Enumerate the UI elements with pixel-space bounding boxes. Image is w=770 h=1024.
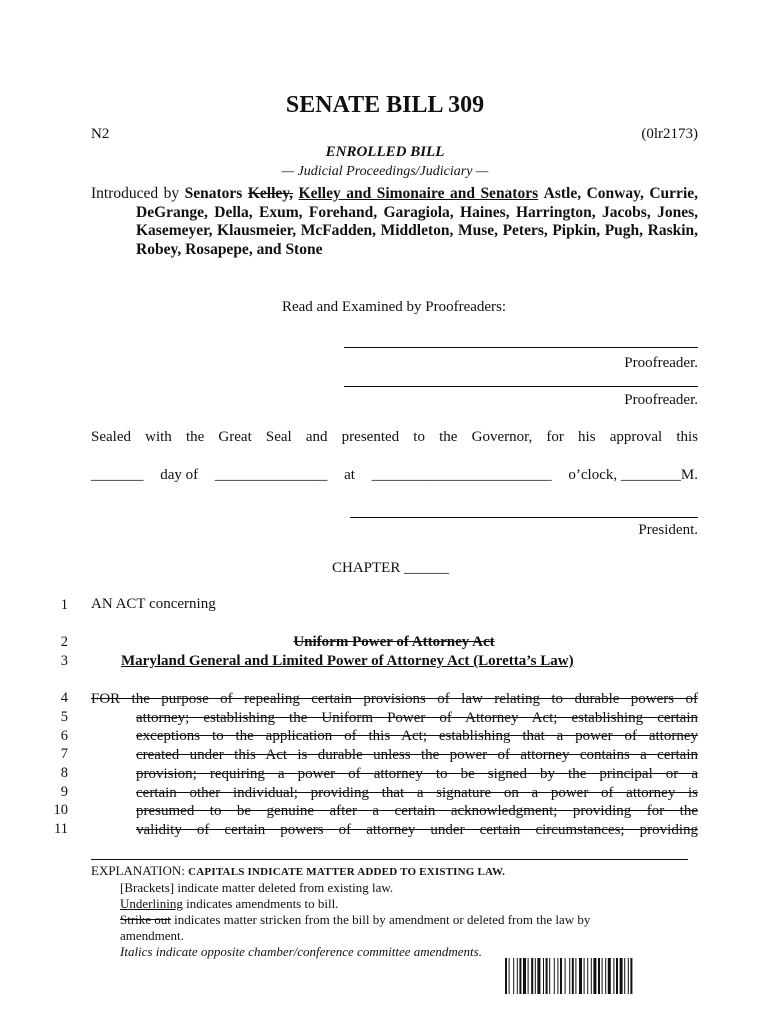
struck-sponsor: Kelley, [247, 185, 294, 202]
line-number: 6 [60, 728, 68, 744]
barcode-bar [605, 958, 606, 994]
barcode-bar [572, 958, 574, 994]
purpose-line: FOR the purpose of repealing certain provisions of law relating to durable powers of [91, 691, 698, 707]
barcode-bar [598, 958, 600, 994]
explanation-strike-cont: amendment. [120, 928, 184, 943]
barcode-bar [554, 958, 555, 994]
underlining-text: indicates amendments to bill. [186, 896, 339, 911]
proofreader-label-2: Proofreader. [624, 392, 698, 408]
barcode-bar [531, 958, 533, 994]
brackets-word: [Brackets] [120, 880, 175, 895]
barcode-bar [575, 958, 576, 994]
bill-title: SENATE BILL 309 [285, 92, 485, 118]
month-blank: _______________ [214, 467, 328, 483]
at-word: at [344, 467, 355, 483]
introduced-lead: Introduced by [91, 185, 180, 202]
enrolled-label: ENROLLED BILL [325, 144, 445, 160]
barcode-bar [509, 958, 510, 994]
proofreaders-heading: Read and Examined by Proofreaders: [281, 299, 507, 315]
barcode-bar [584, 958, 585, 994]
barcode-bar [628, 958, 629, 994]
proofreader-signature-line-1 [344, 347, 698, 348]
barcode-bar [613, 958, 614, 994]
barcode-bar [565, 958, 566, 994]
barcode-icon [505, 958, 691, 994]
explanation-italics: Italics indicate opposite chamber/conference committee amendments. [120, 944, 482, 959]
explanation-underlining [91, 896, 671, 912]
barcode-bar [593, 958, 596, 994]
barcode-bar [560, 958, 562, 994]
introduced-line-1 [91, 185, 698, 260]
line-number: 10 [53, 802, 68, 818]
president-signature-line [350, 517, 698, 518]
line-number: 1 [60, 597, 68, 613]
added-sponsors: Kelley and Simonaire and Senators [298, 185, 539, 202]
purpose-line: presumed to be genuine after a certain acknowledgment; providing for the [136, 803, 698, 820]
barcode-bar [630, 958, 632, 994]
barcode-bar [620, 958, 623, 994]
act-concerning: AN ACT concerning [91, 596, 216, 612]
barcode-bar [546, 958, 548, 994]
line-number: 11 [54, 821, 68, 837]
barcode-bar [569, 958, 570, 994]
explanation-brackets [91, 880, 671, 896]
barcode-bar [543, 958, 544, 994]
president-label: President. [638, 522, 698, 538]
line-number: 3 [60, 653, 68, 669]
barcode-bar [537, 958, 540, 994]
barcode-bar [535, 958, 536, 994]
bill-code-left: N2 [91, 126, 110, 142]
barcode-bar [519, 958, 521, 994]
barcode-bar [602, 958, 603, 994]
line-number: 5 [60, 709, 68, 725]
line-number: 8 [60, 765, 68, 781]
strike-word: Strike out [120, 912, 171, 927]
sponsors-line-5: Stone [285, 241, 323, 259]
committee-label: — Judicial Proceedings/Judiciary — [281, 164, 489, 179]
introduced-by [91, 185, 698, 260]
barcode-bar [513, 958, 514, 994]
purpose-line: validity of certain powers of attorney under certain circumstances; providing [136, 821, 698, 838]
explanation-divider [91, 859, 688, 860]
line-number: 7 [60, 746, 68, 762]
barcode-bar [557, 958, 558, 994]
sponsors-line-3: Harrington, Jacobs, Jones, Kasemeyer, Klausmeier, McFadden, [136, 203, 698, 240]
new-title [121, 653, 574, 670]
barcode-bar [528, 958, 529, 994]
underlining-word: Underlining [120, 896, 183, 911]
proofreader-signature-line-2 [344, 386, 698, 387]
day-of: day of [160, 467, 199, 483]
barcode-bar [549, 958, 550, 994]
explanation-strike [91, 912, 671, 928]
brackets-text: indicate matter deleted from existing law. [177, 880, 394, 895]
old-title-text: Uniform Power of Attorney Act [293, 634, 495, 650]
chapter-label: CHAPTER ______ [332, 560, 450, 576]
day-blank: _______ [91, 467, 144, 483]
barcode-bar [616, 958, 618, 994]
sponsors-line-2: Conway, Currie, DeGrange, Della, Exum, Forehand, Garagiola, Haines, [136, 185, 699, 221]
purpose-paragraph [91, 690, 698, 840]
purpose-line: created under this Act is durable unless the power of attorney contains a certain [136, 747, 698, 764]
purpose-line: exceptions to the application of this Act; establishing that a power of attorney [136, 728, 698, 745]
barcode-bar [505, 958, 507, 994]
new-title-text: Maryland General and Limited Power of Attorney Act (Loretta’s Law) [121, 653, 574, 669]
line-number: 9 [60, 784, 68, 800]
barcode-bar [608, 958, 611, 994]
barcode-bar [587, 958, 588, 994]
approval-date-line [91, 467, 698, 484]
barcode-bar [517, 958, 518, 994]
barcode-bar [624, 958, 625, 994]
explanation-capitals: CAPITALS INDICATE MATTER ADDED TO EXISTING LAW. [188, 866, 506, 878]
barcode-bar [523, 958, 526, 994]
oclock: o’clock, ________M. [568, 467, 698, 483]
purpose-line: certain other individual; providing that a signature on a power of attorney is [136, 784, 698, 801]
old-title [0, 634, 770, 651]
proofreader-label-1: Proofreader. [624, 355, 698, 371]
time-blank: ________________________ [371, 467, 552, 483]
explanation-block [91, 863, 671, 960]
line-number: 4 [60, 690, 68, 706]
senators-word: Senators [184, 185, 243, 202]
line-number: 2 [60, 634, 68, 650]
strike-text: indicates matter stricken from the bill by amendment or deleted from the law by [174, 912, 591, 927]
sealed-statement: Sealed with the Great Seal and presented to the Governor, for his approval this [91, 429, 698, 445]
explanation-label: EXPLANATION: [91, 863, 185, 878]
sponsors-line-4: Middleton, Muse, Peters, Pipkin, Pugh, Raskin, Robey, Rosapepe, and [136, 222, 699, 259]
bill-code-right: (0lr2173) [641, 126, 698, 142]
barcode-bar [579, 958, 582, 994]
purpose-line: provision; requiring a power of attorney to be signed by the principal or a [136, 765, 698, 782]
barcode-bar [591, 958, 592, 994]
sponsor-astle: Astle, [543, 185, 582, 202]
purpose-line: attorney; establishing the Uniform Power of Attorney Act; establishing certain [136, 709, 698, 726]
